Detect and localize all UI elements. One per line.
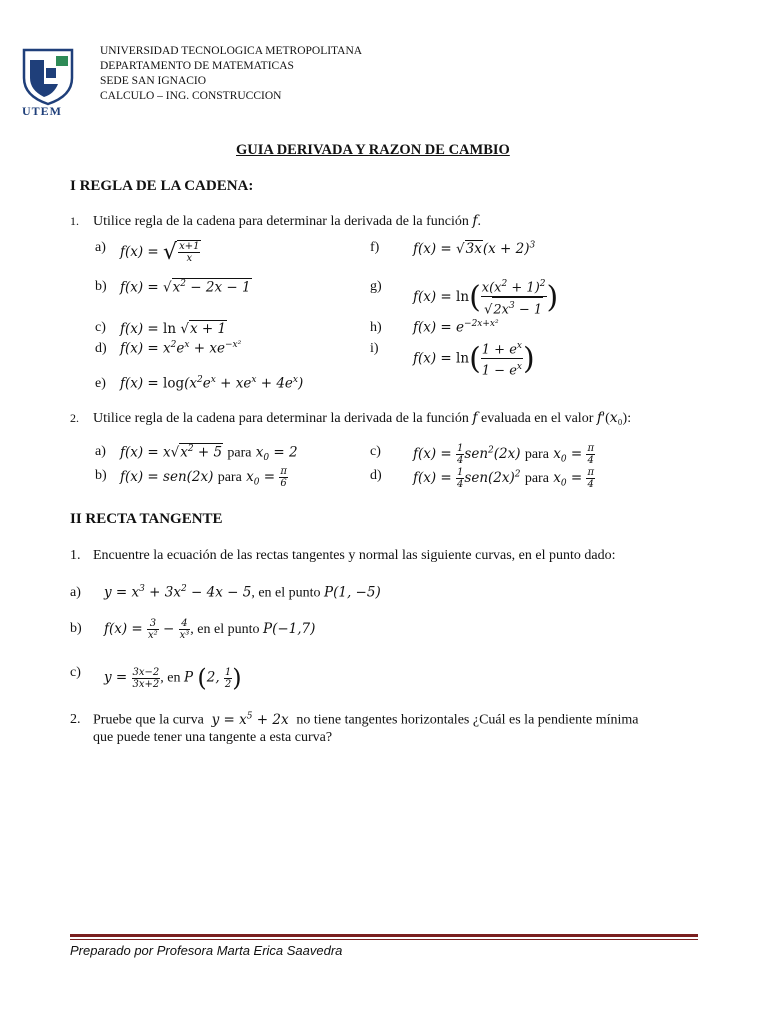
para-word: para <box>524 471 549 486</box>
q1-label-e: e) <box>95 376 106 391</box>
formula-1f: 𝑓(𝑥) = √3𝑥(𝑥 + 2)$^3$ <box>413 240 536 257</box>
q1-label-i: i) <box>370 341 379 356</box>
formula-s2q2: 𝑦 = 𝑥$^5$ + 2𝑥 <box>207 711 293 728</box>
formula-1a: 𝑓(𝑥) = √ $\frac{\text{𝑥+1}}{\text{𝑥}}$ <box>120 240 200 265</box>
formula-2b: 𝑓(𝑥) = 𝑠𝑒𝑛(2𝑥) para 𝑥$_0$ = $\frac{\text{𝜋}}{6}$ <box>120 466 287 489</box>
q1-label-h: h) <box>370 320 382 335</box>
point-text-c: , en <box>160 670 184 686</box>
formula-1h: 𝑓(𝑥) = 𝑒$^{-2𝑥+𝑥^2}$ <box>413 319 499 336</box>
para-word: para <box>227 445 252 461</box>
header-lines <box>100 44 362 104</box>
q1-number: 1. <box>70 214 79 228</box>
header-university: UNIVERSIDAD TECNOLOGICA METROPOLITANA <box>100 45 363 57</box>
point-text-b: , en el punto <box>190 622 263 637</box>
section2-heading: II RECTA TANGENTE <box>70 511 223 527</box>
s2-q1-number: 1. <box>70 548 81 563</box>
q1-label-g: g) <box>370 279 382 294</box>
point-text-a: , en el punto <box>251 585 325 601</box>
logo-text: UTEM <box>22 104 62 118</box>
q2-label-d: d) <box>370 468 382 483</box>
footer-text: Preparado por Profesora Marta Erica Saavedra <box>70 943 343 958</box>
para-word: para <box>524 447 549 462</box>
q2-label-b: b) <box>95 468 107 483</box>
q2-number: 2. <box>70 411 79 425</box>
formula-2c: 𝑓(𝑥) = $\frac{1}{4}$ 𝑠𝑒𝑛$^2$(2𝑥) para 𝑥$_0$ = $\frac{\text{𝜋}}{4}$ <box>413 443 595 466</box>
s2-q2-line1a: Pruebe que la curva <box>93 712 204 728</box>
formula-1g: 𝑓(𝑥) = ln( $\frac{𝑥(𝑥^2 + 1)^2}{√2𝑥^3 - 1}$ ) <box>413 276 558 319</box>
formula-s2c: 𝑦 = $\frac{\text{3𝑥−2}}{\text{3𝑥+2}}$ , en 𝑃 (2, $\frac{1}{2}$ ) <box>104 664 242 692</box>
formula-1i: 𝑓(𝑥) = ln( $\frac{1 + 𝑒^𝑥}{1 - 𝑒^𝑥}$ ) <box>413 338 535 380</box>
q2-label-a: a) <box>95 444 106 459</box>
formula-s2b: 𝑓(𝑥) = $\frac{3}{\text{𝑥²}}$ − $\frac{4}{\text{𝑥³}}$ , en el punto 𝑃(−1,7) <box>104 618 316 641</box>
formula-2d: 𝑓(𝑥) = $\frac{1}{4}$ 𝑠𝑒𝑛(2𝑥)$^2$ para 𝑥$_0$ = $\frac{\text{𝜋}}{4}$ <box>413 467 595 490</box>
para-word: para <box>217 470 242 485</box>
q2-text: Utilice regla de la cadena para determinar la derivada de la función 𝑓 evaluada en el valor 𝑓′(𝑥₀): <box>93 411 632 426</box>
formula-1b: 𝑓(𝑥) = √𝑥$^2$ − 2𝑥 − 1 <box>120 279 251 296</box>
footer-rule-thick <box>70 934 698 937</box>
s2-q1-text: Encuentre la ecuación de las rectas tangentes y normal las siguiente curvas, en el punto dado: <box>93 548 616 563</box>
q1-label-f: f) <box>370 240 380 255</box>
q1-label-c: c) <box>95 320 106 335</box>
header-course: CALCULO – ING. CONSTRUCCION <box>100 90 282 102</box>
s2-label-b: b) <box>70 621 82 636</box>
s2-q2-line2: que puede tener una tangente a esta curva? <box>93 730 333 745</box>
header-department: DEPARTAMENTO DE MATEMATICAS <box>100 60 294 72</box>
formula-1c: 𝑓(𝑥) = ln √𝑥 + 1 <box>120 321 227 337</box>
s2-label-c: c) <box>70 665 81 680</box>
utem-logo <box>20 44 76 118</box>
s2-q2-number: 2. <box>70 712 81 727</box>
formula-2a: 𝑓(𝑥) = 𝑥√𝑥$^2$ + 5 para 𝑥$_0$ = 2 <box>120 444 298 464</box>
formula-s2a: 𝑦 = 𝑥$^3$ + 3𝑥$^2$ − 4𝑥 − 5, en el punto 𝑃(1, −5) <box>104 584 381 601</box>
section1-heading: I REGLA DE LA CADENA: <box>70 178 254 194</box>
page-title: GUIA DERIVADA Y RAZON DE CAMBIO <box>236 142 510 158</box>
s2-q2-line1 <box>93 711 638 729</box>
q1-label-a: a) <box>95 240 106 255</box>
formula-1d: 𝑓(𝑥) = 𝑥$^2$𝑒$^𝑥$ + 𝑥𝑒$^{-𝑥^2}$ <box>120 340 242 357</box>
s2-label-a: a) <box>70 585 81 600</box>
q1-text: Utilice regla de la cadena para determinar la derivada de la función 𝑓. <box>93 214 482 229</box>
q1-label-b: b) <box>95 279 107 294</box>
q1-label-d: d) <box>95 341 107 356</box>
footer-rule-thin <box>70 939 698 940</box>
formula-1e: 𝑓(𝑥) = log(𝑥$^2$𝑒$^𝑥$ + 𝑥𝑒$^𝑥$ + 4𝑒$^𝑥$) <box>120 375 304 392</box>
q2-label-c: c) <box>370 444 381 459</box>
s2-q2-line1b: no tiene tangentes horizontales ¿Cuál es la pendiente mínima <box>296 712 639 728</box>
header-campus: SEDE SAN IGNACIO <box>100 75 207 87</box>
